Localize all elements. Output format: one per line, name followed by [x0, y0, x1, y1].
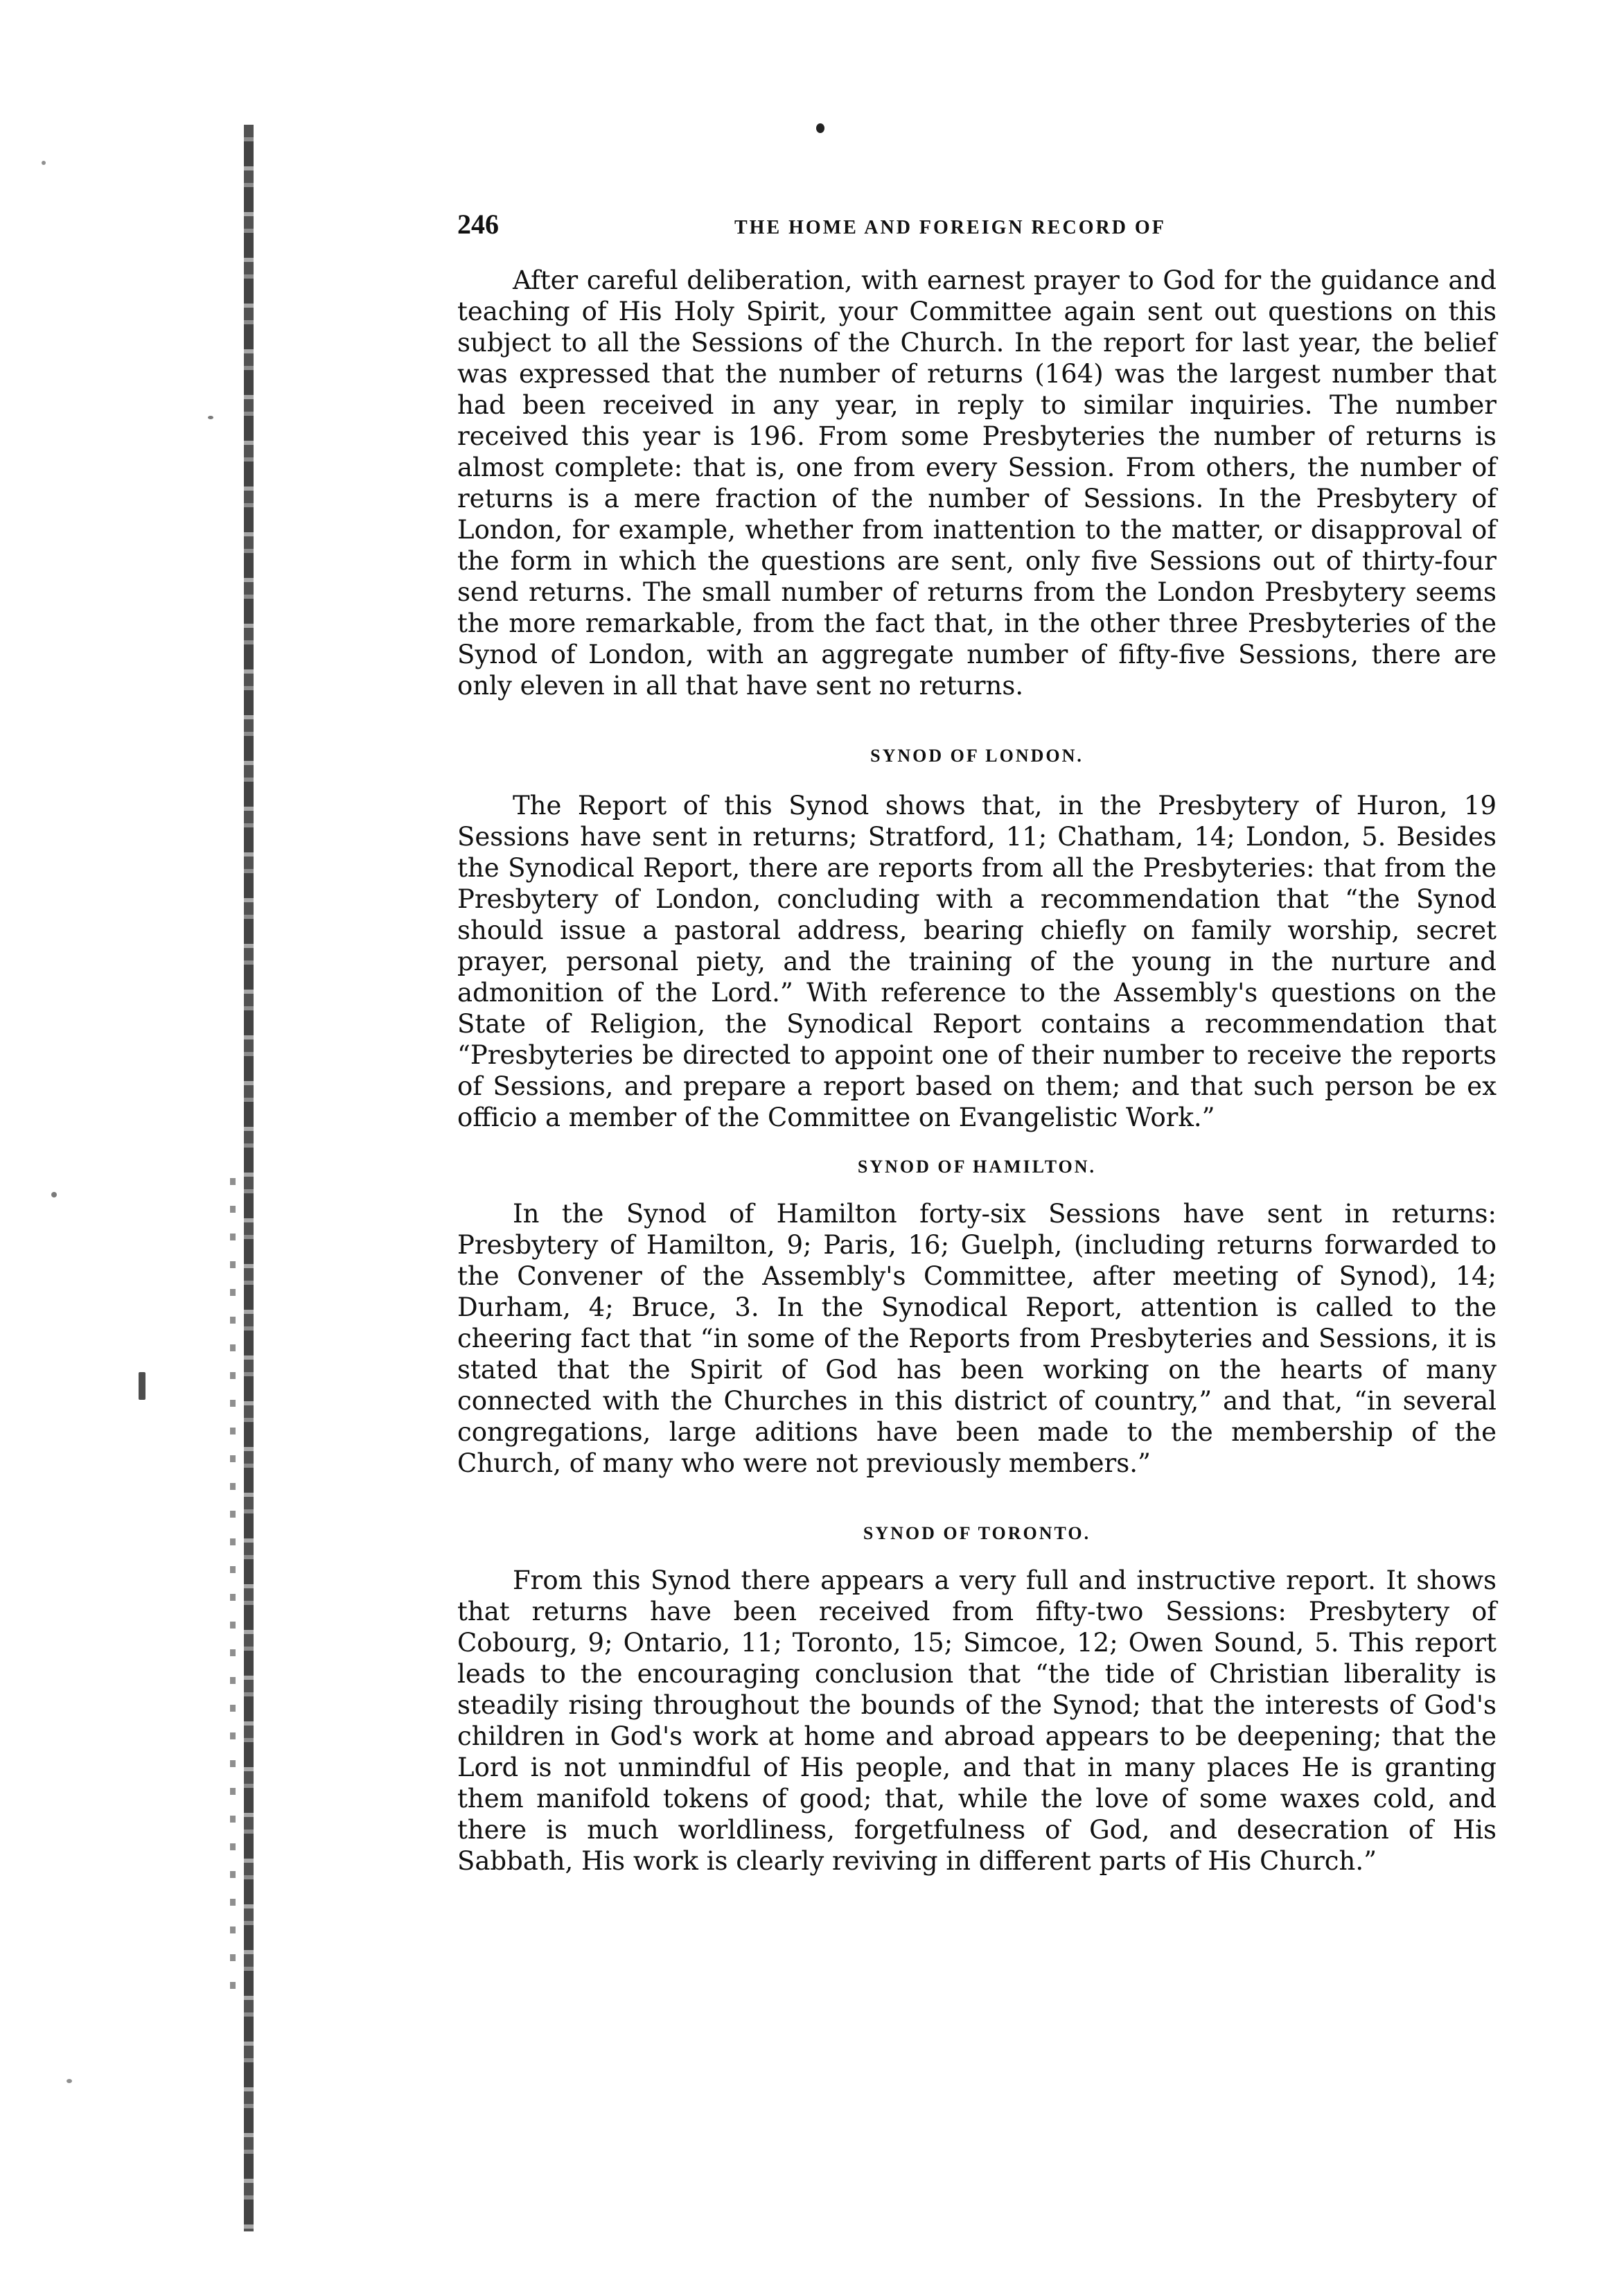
section-heading-london: SYNOD OF LONDON.: [870, 746, 1084, 766]
scan-speck: [208, 416, 213, 419]
binding-edge-shadow: [230, 1178, 236, 2010]
scan-speck: [139, 1372, 145, 1400]
section-heading-toronto: SYNOD OF TORONTO.: [863, 1523, 1091, 1543]
scan-speck: [51, 1192, 57, 1197]
text-block: [457, 208, 1497, 1877]
scan-speck: [67, 2079, 72, 2083]
journal-title: THE HOME AND FOREIGN RECORD OF: [734, 217, 1166, 238]
section-paragraph-london: The Report of this Synod shows that, in the Presbytery of Huron, 19 Sessions have sent in returns; Stratford, 11; Chatham, 14; London, 5. Besides the Synodical Report, there are reports from all the Presbyteries: that from the Presbytery of London, concluding with a recommendation that “the Synod should issue a pastoral address, bearing chiefly on family worship, secret prayer, personal piety, and the training of the young in the nurture and admonition of the Lord.” With reference to the Assembly's questions on the State of Religion, the Synodical Report contains a recommendation that “Presbyteries be directed to appoint one of their number to receive the reports of Sessions, and prepare a report based on them; and that such person be ex officio a member of the Committee on Evangelistic Work.”: [457, 791, 1497, 1132]
section-paragraph-toronto: From this Synod there appears a very full and instructive report. It shows that returns have been received from fifty-two Sessions: Presbytery of Cobourg, 9; Ontario, 11; Toronto, 15; Simcoe, 12; Owen Sound, 5. This report leads to the encouraging conclusion that “the tide of Christian liberality is steadily rising throughout the bounds of the Synod; that the interests of God's children in God's work at home and abroad appears to be deepening; that the Lord is not unmindful of His people, and that in many places He is granting them manifold tokens of good; that, while the love of some waxes cold, and there is much worldliness, forgetfulness of God, and desecration of His Sabbath, His work is clearly reviving in different parts of His Church.”: [457, 1565, 1497, 1876]
running-head: [457, 208, 1497, 249]
scan-speck: [42, 161, 46, 165]
scan-speck: [816, 123, 824, 133]
section-paragraph-hamilton: In the Synod of Hamilton forty-six Sessions have sent in returns: Presbytery of Hamilton, 9; Paris, 16; Guelph, (including returns forwarded to the Convener of the Assembly's Committee, after meeting of Synod), 14; Durham, 4; Bruce, 3. In the Synodical Report, attention is called to the cheering fact that “in some of the Reports from Presbyteries and Sessions, it is stated that the Spirit of God has been working on the hearts of many connected with the Churches in this district of country,” and that, “in several congregations, large aditions have been made to the membership of the Church, of many who were not previously members.”: [457, 1199, 1497, 1478]
intro-paragraph: After careful deliberation, with earnest prayer to God for the guidance and teaching of His Holy Spirit, your Committee again sent out questions on this subject to all the Sessions of the Church. In the report for last year, the belief was expressed that the number of returns (164) was the largest number that had been received in any year, in reply to similar inquiries. The number received this year is 196. From some Presbyteries the number of returns is almost complete: that is, one from every Session. From others, the number of returns is a mere fraction of the number of Sessions. In the Presbytery of London, for example, whether from inattention to the matter, or disapproval of the form in which the questions are sent, only five Sessions out of thirty-four send returns. The small number of returns from the London Presbytery seems the more remarkable, from the fact that, in the other three Presbyteries of the Synod of London, with an aggregate number of fifty-five Sessions, there are only eleven in all that have sent no returns.: [457, 265, 1497, 701]
binding-edge: [244, 125, 254, 2231]
section-heading-hamilton: SYNOD OF HAMILTON.: [857, 1157, 1097, 1177]
page-number: 246: [457, 209, 499, 240]
